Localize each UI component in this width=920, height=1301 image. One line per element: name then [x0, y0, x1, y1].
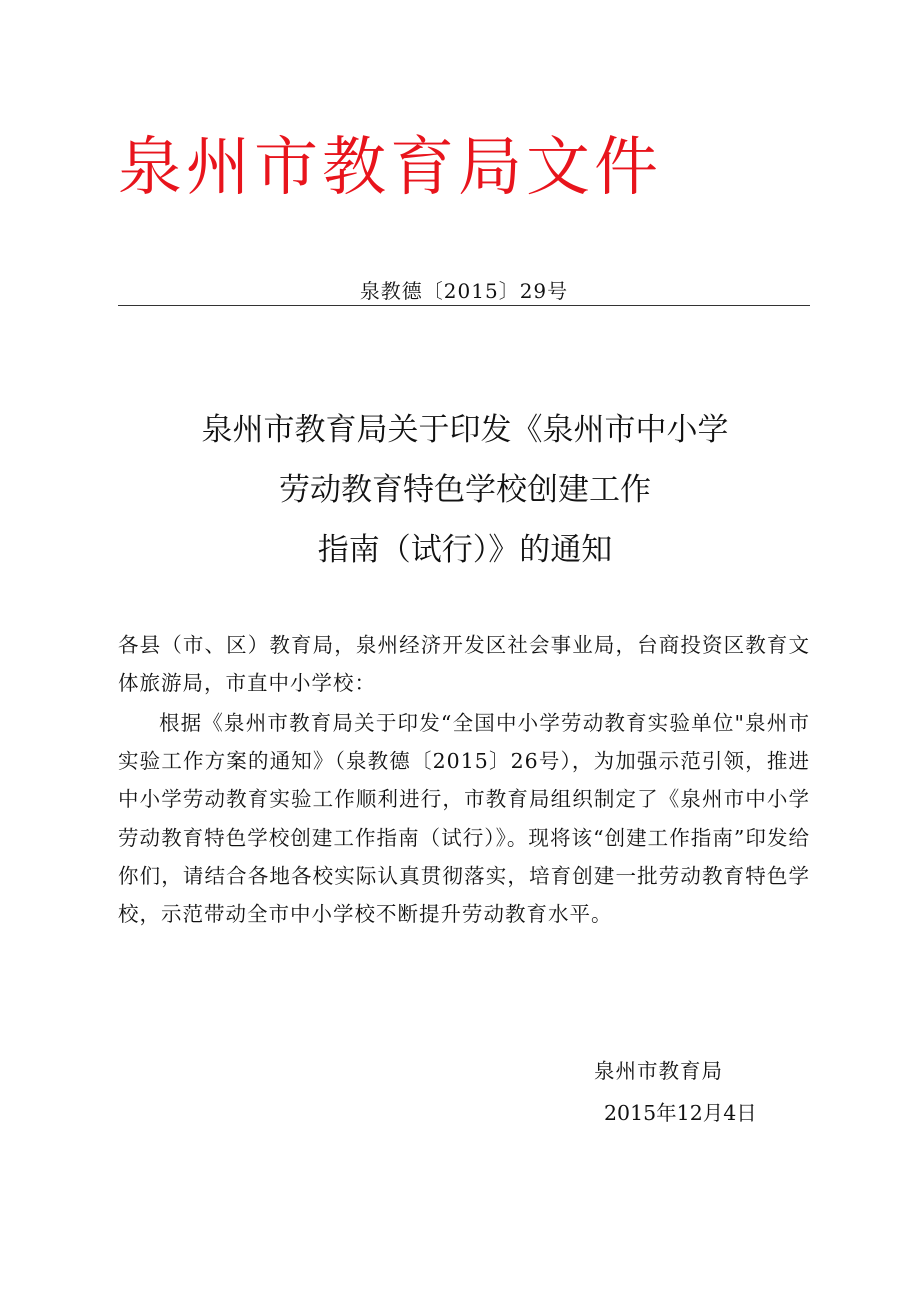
document-title-line-3: 指南（试行）》的通知 [317, 532, 613, 568]
header-divider [118, 305, 810, 306]
document-title-line-1: 泉州市教育局关于印发《泉州市中小学 [201, 412, 729, 448]
document-body: 根据《泉州市教育局关于印发“全国中小学劳动教育实验单位"泉州市实验工作方案的通知》（泉教德〔2015〕26号），为加强示范引领，推进中小学劳动教育实验工作顺利进行，市教育局组织制定了《泉州市中小学劳动教育特色学校创建工作指南（试行）》。现将该“创建工作指南”印发给你们，请结合各地各校实际认真贯彻落实，培育创建一批劳动教育特色学校，示范带动全市中小学校不断提升劳动教育水平。 [118, 711, 810, 927]
document-masthead: 泉州市教育局文件 [118, 131, 662, 205]
issuing-authority: 泉州市教育局 [594, 1059, 723, 1083]
document-title [100, 400, 830, 580]
document-number: 泉教德〔2015〕29号 [359, 279, 569, 303]
document-title-line-2: 劳动教育特色学校创建工作 [279, 472, 651, 508]
document-salutation: 各县（市、区）教育局，泉州经济开发区社会事业局，台商投资区教育文体旅游局，市直中小学校： [118, 633, 810, 695]
document-date: 2015年12月4日 [604, 1101, 757, 1125]
